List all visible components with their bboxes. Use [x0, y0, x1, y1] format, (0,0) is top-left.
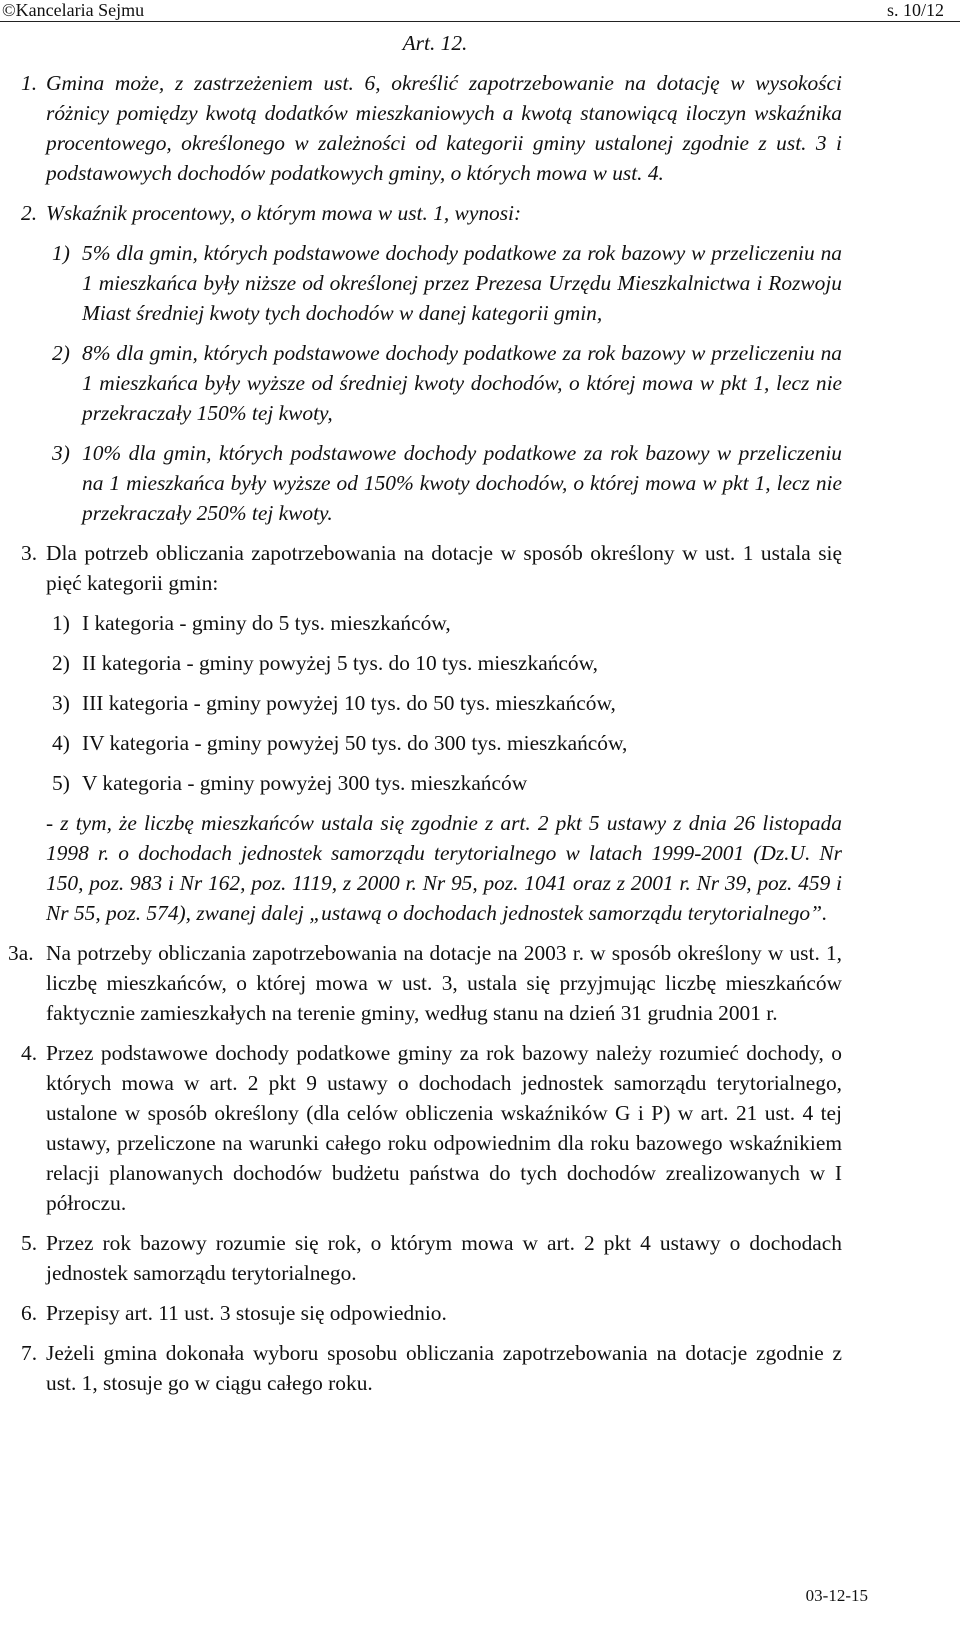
item-number: 3)	[52, 691, 70, 715]
item-text: 10% dla gmin, których podstawowe dochody podatkowe za rok bazowy w przeliczeniu na 1 mieszkańca były wyższe od 150% kwoty dochodów, o której mowa w pkt 1, lecz nie przekraczały 250% tej kwoty.	[82, 441, 842, 525]
header-divider	[0, 21, 960, 22]
paragraph-3-tail: - z tym, że liczbę mieszkańców ustala się zgodnie z art. 2 pkt 5 ustawy z dnia 26 listopada 1998 r. o dochodach jednostek samorządu terytorialnego w latach 1999-2001 (Dz.U. Nr 150, poz. 983 i Nr 162, poz. 1119, z 2000 r. Nr 95, poz. 1041 oraz z 2001 r. Nr 39, poz. 459 i Nr 55, poz. 574), zwanej dalej „ustawą o dochodach jednostek samorządu terytorialnego”.	[46, 811, 842, 925]
paragraph-4	[21, 1038, 842, 1218]
item-number: 2)	[52, 651, 70, 675]
paragraph-number: 2.	[21, 201, 38, 225]
paragraph-text: Wskaźnik procentowy, o którym mowa w ust. 1, wynosi:	[46, 201, 522, 225]
page-header	[0, 0, 960, 22]
paragraph-text: Dla potrzeb obliczania zapotrzebowania na dotacje w sposób określony w ust. 1 ustala się pięć kategorii gmin:	[46, 541, 842, 595]
paragraph-6	[21, 1298, 842, 1328]
item-number: 2)	[52, 341, 70, 365]
item-text: I kategoria - gminy do 5 tys. mieszkańców,	[82, 611, 451, 635]
item-text: IV kategoria - gminy powyżej 50 tys. do 300 tys. mieszkańców,	[82, 731, 628, 755]
paragraph-1	[21, 68, 842, 188]
paragraph-text: Na potrzeby obliczania zapotrzebowania na dotacje na 2003 r. w sposób określony w ust. 1, liczbę mieszkańców, o której mowa w ust. 3, ustala się przyjmując liczbę mieszkańców faktycznie zamieszkałych na terenie gminy, według stanu na dzień 31 grudnia 2001 r.	[46, 941, 842, 1025]
item-text: III kategoria - gminy powyżej 10 tys. do 50 tys. mieszkańców,	[82, 691, 616, 715]
item-text: 5% dla gmin, których podstawowe dochody podatkowe za rok bazowy w przeliczeniu na 1 mieszkańca były niższe od określonej przez Prezesa Urzędu Mieszkalnictwa i Rozwoju Miast średniej kwoty tych dochodów w danej kategorii gmin,	[82, 241, 842, 325]
list-item	[52, 608, 842, 638]
item-number: 5)	[52, 771, 70, 795]
list-item	[52, 768, 842, 798]
paragraph-text: Przez podstawowe dochody podatkowe gminy za rok bazowy należy rozumieć dochody, o których mowa w art. 2 pkt 9 ustawy o dochodach jednostek samorządu terytorialnego, ustalone w sposób określony (dla celów obliczenia wskaźników G i P) w art. 21 ust. 4 tej ustawy, przeliczone na warunki całego roku odpowiednim dla roku bazowego wskaźnikiem relacji planowanych dochodów budżetu państwa do tych dochodów zrealizowanych w I półroczu.	[46, 1041, 842, 1215]
item-number: 4)	[52, 731, 70, 755]
item-text: 8% dla gmin, których podstawowe dochody podatkowe za rok bazowy w przeliczeniu na 1 mieszkańca były wyższe od średniej kwoty dochodów, o której mowa w pkt 1, lecz nie przekraczały 150% tej kwoty,	[82, 341, 842, 425]
paragraph-text: Jeżeli gmina dokonała wyboru sposobu obliczania zapotrzebowania na dotacje zgodnie z ust. 1, stosuje go w ciągu całego roku.	[46, 1341, 842, 1395]
paragraph-text: Przez rok bazowy rozumie się rok, o którym mowa w art. 2 pkt 4 ustawy o dochodach jednostek samorządu terytorialnego.	[46, 1231, 842, 1285]
paragraph-number: 5.	[21, 1231, 38, 1255]
paragraph-3a	[8, 938, 842, 1028]
paragraph-number: 7.	[21, 1341, 38, 1365]
item-text: V kategoria - gminy powyżej 300 tys. mieszkańców	[82, 771, 528, 795]
paragraph-number: 3.	[21, 541, 38, 565]
paragraph-number: 3a.	[8, 941, 34, 965]
list-item	[52, 648, 842, 678]
item-number: 1)	[52, 241, 70, 265]
list-item	[52, 238, 842, 328]
paragraph-number: 6.	[21, 1301, 38, 1325]
paragraph-5	[21, 1228, 842, 1288]
paragraph-7	[21, 1338, 842, 1398]
page-number: s. 10/12	[886, 0, 944, 20]
document-body	[0, 28, 960, 1408]
item-text: II kategoria - gminy powyżej 5 tys. do 10 tys. mieszkańców,	[82, 651, 599, 675]
list-item	[52, 338, 842, 428]
paragraph-2	[21, 198, 842, 228]
paragraph-number: 4.	[21, 1041, 38, 1065]
footer-date: 03-12-15	[805, 1586, 868, 1605]
article-title: Art. 12.	[402, 31, 468, 55]
paragraph-3	[21, 538, 842, 598]
list-item	[52, 438, 842, 528]
paragraph-text: Przepisy art. 11 ust. 3 stosuje się odpowiednio.	[46, 1301, 447, 1325]
copyright-label: ©Kancelaria Sejmu	[2, 0, 145, 20]
list-item	[52, 728, 842, 758]
paragraph-text: Gmina może, z zastrzeżeniem ust. 6, określić zapotrzebowanie na dotację w wysokości różnicy pomiędzy kwotą dodatków mieszkaniowych a kwotą stanowiącą iloczyn wskaźnika procentowego, określonego w zależności od kategorii gminy ustalonej zgodnie z ust. 3 i podstawowych dochodów podatkowych gminy, o których mowa w ust. 4.	[46, 71, 842, 185]
paragraph-number: 1.	[21, 71, 38, 95]
item-number: 1)	[52, 611, 70, 635]
list-item	[52, 688, 842, 718]
item-number: 3)	[52, 441, 70, 465]
